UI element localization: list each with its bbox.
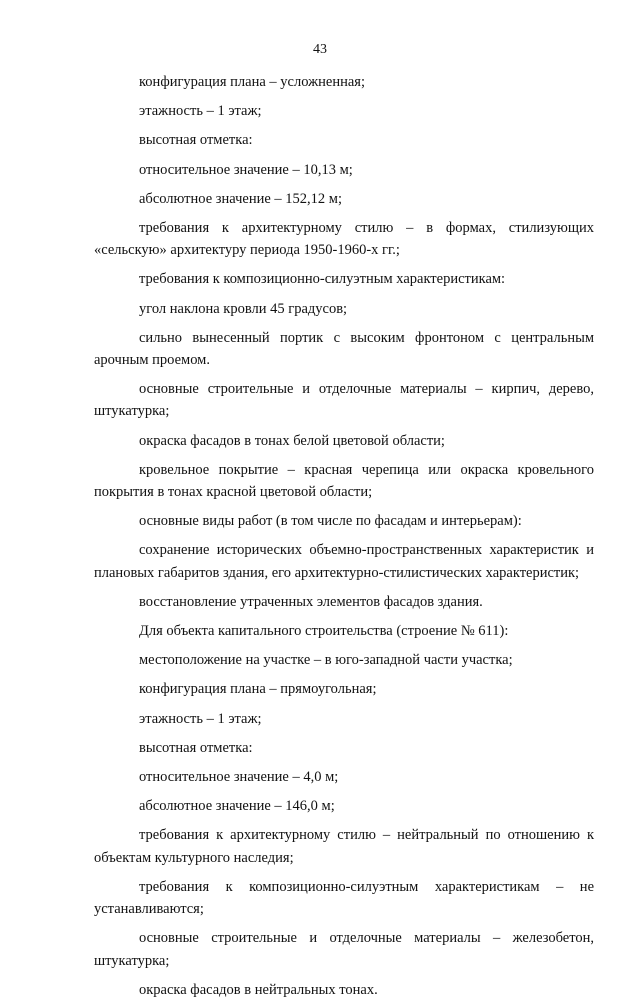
paragraph: требования к композиционно-силуэтным характеристикам – не устанавливаются; xyxy=(94,878,594,918)
paragraph: конфигурация плана – прямоугольная; xyxy=(139,681,377,698)
paragraph: относительное значение – 10,13 м; xyxy=(139,161,353,178)
paragraph: местоположение на участке – в юго-западной части участка; xyxy=(139,652,513,669)
paragraph: сильно вынесенный портик с высоким фронтоном с центральным арочным проемом. xyxy=(94,329,594,369)
paragraph: требования к архитектурному стилю – в формах, стилизующих «сельскую» архитектуру периода 1950-1960-х гг.; xyxy=(94,220,594,259)
paragraph: сохранение исторических объемно-пространственных характеристик и плановых габаритов здания, его архитектурно-стилистических характеристик; xyxy=(94,542,594,581)
document-body xyxy=(94,64,594,1001)
paragraph: окраска фасадов в нейтральных тонах. xyxy=(139,981,378,998)
paragraph: угол наклона кровли 45 градусов; xyxy=(139,300,348,317)
paragraph: основные виды работ (в том числе по фасадам и интерьерам): xyxy=(139,513,522,530)
paragraph: этажность – 1 этаж; xyxy=(139,710,262,727)
paragraph: относительное значение – 4,0 м; xyxy=(139,769,339,786)
paragraph: конфигурация плана – усложненная; xyxy=(139,74,365,90)
paragraph: требования к композиционно-силуэтным характеристикам: xyxy=(139,271,506,288)
paragraph: высотная отметка: xyxy=(139,132,253,149)
paragraph: абсолютное значение – 146,0 м; xyxy=(139,798,335,815)
paragraph: основные строительные и отделочные материалы – железобетон, штукатурка; xyxy=(94,930,594,969)
paragraph: окраска фасадов в тонах белой цветовой области; xyxy=(139,432,445,449)
paragraph: Для объекта капитального строительства (строение № 611): xyxy=(139,623,509,640)
paragraph: абсолютное значение – 152,12 м; xyxy=(139,190,342,207)
paragraph: высотная отметка: xyxy=(139,739,253,756)
paragraph: восстановление утраченных элементов фасадов здания. xyxy=(139,593,483,610)
paragraph: этажность – 1 этаж; xyxy=(139,103,262,120)
paragraph: основные строительные и отделочные материалы – кирпич, дерево, штукатурка; xyxy=(94,381,594,420)
paragraph: кровельное покрытие – красная черепица или окраска кровельного покрытия в тонах красной цветовой области; xyxy=(94,461,594,501)
page-number: 43 xyxy=(313,42,327,57)
paragraph: требования к архитектурному стилю – нейтральный по отношению к объектам культурного наследия; xyxy=(94,827,594,866)
